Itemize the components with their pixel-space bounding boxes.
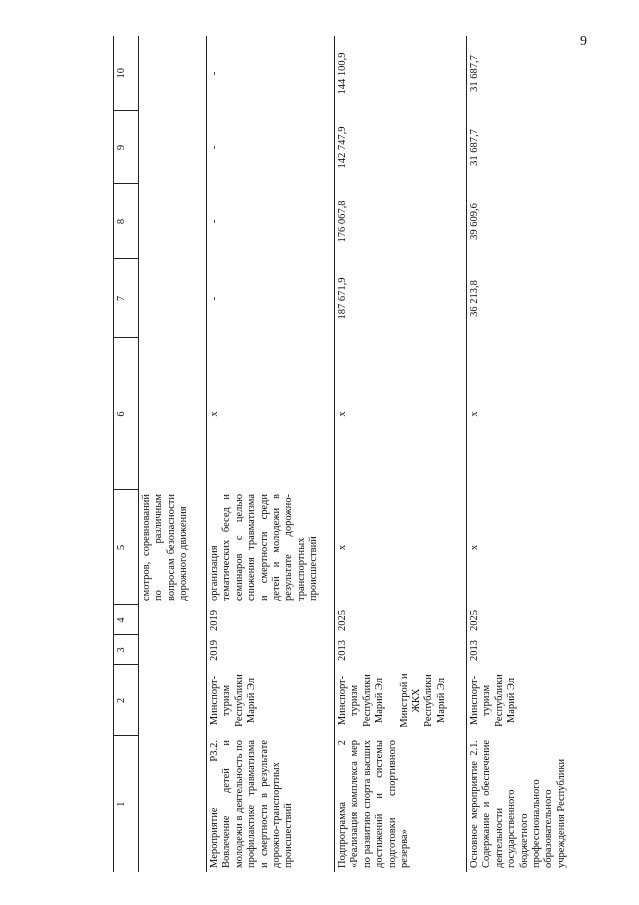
cell-executor	[335, 665, 467, 736]
cell-start-year: 2013	[467, 635, 571, 665]
cell-value-7: 36 213,8	[467, 259, 571, 338]
cell-executor	[467, 665, 571, 736]
cell-value-10: -	[207, 36, 335, 111]
cell-name: Основное мероприятие 2.1. Содержание и обеспечение деятельности государственного бюджетного профессионального образовательного учреждения Республики	[467, 736, 571, 872]
page-number: 9	[580, 34, 587, 49]
header-row	[114, 36, 139, 872]
cell-result: x	[335, 490, 467, 605]
cell-name: Мероприятие Р3.2. Вовлечение детей и молодежи в деятельность по профилактике травматизма и смертности в результате дорожно-транспортных происшествий	[207, 736, 335, 872]
header-col-9: 9	[114, 111, 139, 184]
cell-value-10: 31 687,7	[467, 36, 571, 111]
executor-primary: Минспорт-туризм Республики Марий Эл	[469, 674, 518, 727]
cell-value-9	[139, 111, 207, 184]
cell-result: x	[467, 490, 571, 605]
cell-indicator: x	[335, 338, 467, 490]
cell-value-9: 31 687,7	[467, 111, 571, 184]
cell-value-10	[139, 36, 207, 111]
executor-secondary: Минстрой и ЖКХ Республики Марий Эл	[398, 673, 447, 728]
cell-value-8	[139, 184, 207, 259]
header-col-8: 8	[114, 184, 139, 259]
cell-value-7	[139, 259, 207, 338]
cell-executor	[139, 665, 207, 736]
cell-start-year	[139, 635, 207, 665]
table-row	[467, 36, 571, 872]
header-col-6: 6	[114, 338, 139, 490]
cell-end-year: 2025	[335, 605, 467, 635]
cell-result: организация тематических бесед и семинаров с целью снижения травматизма и смертности среди детей и молодежи в результате дорожно-транспортных происшествий	[207, 490, 335, 605]
header-col-3: 3	[114, 635, 139, 665]
cell-end-year: 2025	[467, 605, 571, 635]
executor-primary: Минспорт-туризм Республики Марий Эл	[209, 674, 258, 727]
cell-value-7: -	[207, 259, 335, 338]
table-row	[335, 36, 467, 872]
cell-name: Подпрограмма 2 «Реализация комплекса мер по развитию спорта высших достижений и системы подготовки спортивного резерва»	[335, 736, 467, 872]
cell-indicator: x	[207, 338, 335, 490]
header-col-2: 2	[114, 665, 139, 736]
cell-start-year: 2013	[335, 635, 467, 665]
header-col-7: 7	[114, 259, 139, 338]
cell-result: смотров, соревнований по различным вопросам безопасности дорожного движения	[141, 494, 190, 601]
header-col-4: 4	[114, 605, 139, 635]
header-col-1: 1	[114, 736, 139, 872]
cell-value-8: 176 067,8	[335, 184, 467, 259]
cell-end-year	[139, 605, 207, 635]
header-col-10: 10	[114, 36, 139, 111]
cell-value-8: -	[207, 184, 335, 259]
table-row	[139, 36, 207, 872]
cell-end-year: 2019	[207, 605, 335, 635]
program-table	[113, 36, 570, 872]
cell-value-9: -	[207, 111, 335, 184]
cell-name	[139, 736, 207, 872]
rotated-table-wrapper	[113, 36, 567, 872]
cell-value-7: 187 671,9	[335, 259, 467, 338]
cell-indicator: x	[467, 338, 571, 490]
header-col-5: 5	[114, 490, 139, 605]
cell-value-9: 142 747,9	[335, 111, 467, 184]
table-row	[207, 36, 335, 872]
cell-executor	[207, 665, 335, 736]
cell-value-10: 144 100,9	[335, 36, 467, 111]
cell-start-year: 2019	[207, 635, 335, 665]
cell-indicator	[139, 338, 207, 490]
executor-primary: Минспорт-туризм Республики Марий Эл	[337, 674, 386, 727]
cell-value-8: 39 609,6	[467, 184, 571, 259]
